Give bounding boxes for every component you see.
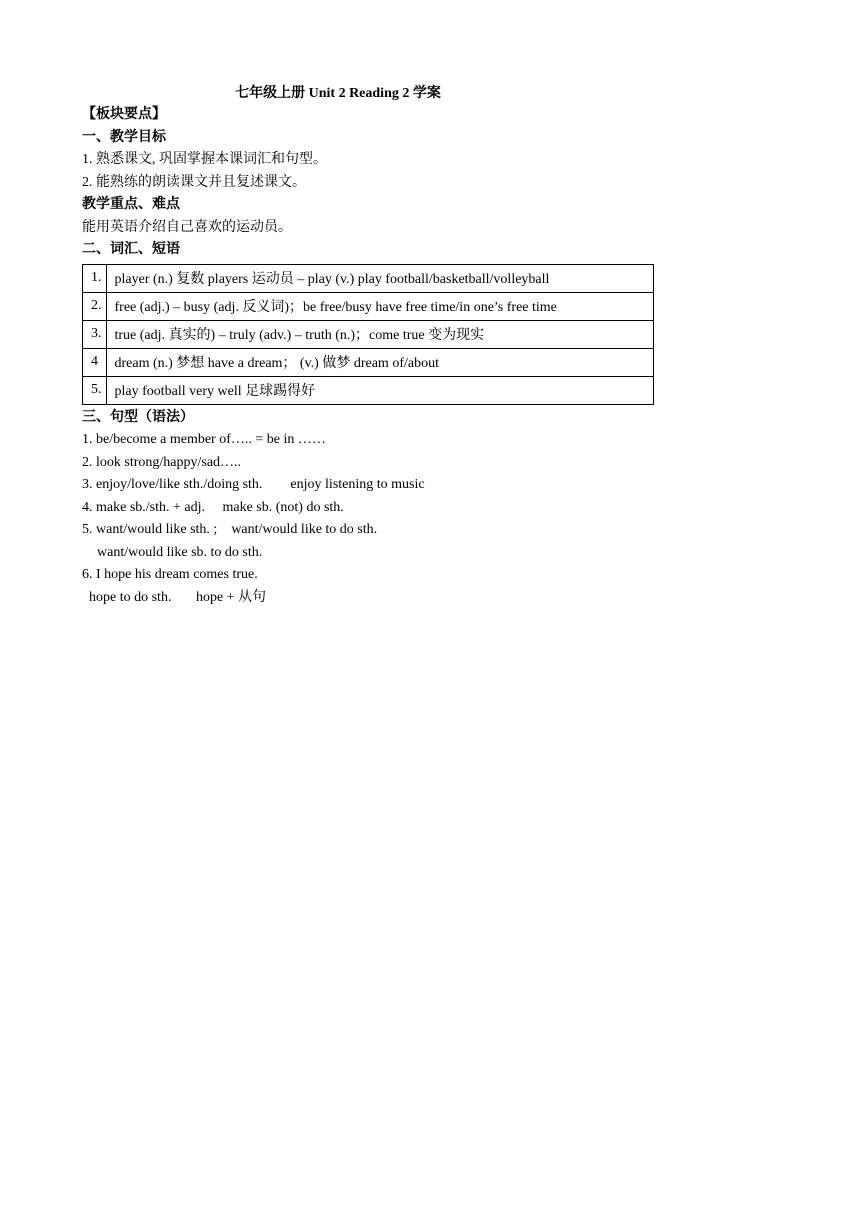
table-row (83, 376, 654, 404)
row-text: play football very well 足球踢得好 (106, 376, 654, 404)
sentence-item: 6. I hope his dream comes true. (82, 567, 258, 582)
row-text: free (adj.) – busy (adj. 反义词)；be free/busy have free time/in one’s free time (106, 292, 654, 320)
vocab-table (82, 264, 654, 405)
row-number: 3. (83, 320, 107, 348)
objective-item: 1. 熟悉课文, 巩固掌握本课词汇和句型。 (82, 152, 327, 167)
row-text: player (n.) 复数 players 运动员 – play (v.) play football/basketball/volleyball (106, 264, 654, 292)
focus-text: 能用英语介绍自己喜欢的运动员。 (82, 219, 292, 235)
sentences-heading: 三、句型（语法） (82, 409, 194, 425)
sentence-item: want/would like sb. to do sth. (97, 544, 263, 560)
document-title: 七年级上册 Unit 2 Reading 2 学案 (235, 86, 441, 101)
sentence-item: 3. enjoy/love/like sth./doing sth. enjoy listening to music (82, 477, 425, 492)
row-number: 4 (83, 348, 107, 376)
row-number: 2. (83, 292, 107, 320)
objectives-heading: 一、教学目标 (82, 129, 166, 145)
sentence-item: 2. look strong/happy/sad….. (82, 454, 242, 470)
focus-heading: 教学重点、难点 (82, 197, 180, 212)
table-row (83, 348, 654, 376)
worksheet-page (82, 84, 662, 609)
row-number: 1. (83, 264, 107, 292)
table-row (83, 264, 654, 292)
table-row (83, 292, 654, 320)
row-text: true (adj. 真实的) – truly (adv.) – truth (n.)；come true 变为现实 (106, 320, 654, 348)
row-number: 5. (83, 376, 107, 404)
objective-item: 2. 能熟练的朗读课文并且复述课文。 (82, 174, 306, 190)
vocab-heading: 二、词汇、短语 (82, 242, 180, 257)
sentence-item: 1. be/become a member of….. = be in …… (82, 432, 326, 447)
sentence-item: 4. make sb./sth. + adj. make sb. (not) do sth. (82, 499, 344, 515)
table-row (83, 320, 654, 348)
key-points-heading: 【板块要点】 (82, 107, 166, 122)
sentence-item: 5. want/would like sth. ; want/would like to do sth. (82, 522, 378, 537)
row-text: dream (n.) 梦想 have a dream； (v.) 做梦 dream of/about (106, 348, 654, 376)
sentence-item: hope to do sth. hope + 从句 (89, 589, 267, 605)
